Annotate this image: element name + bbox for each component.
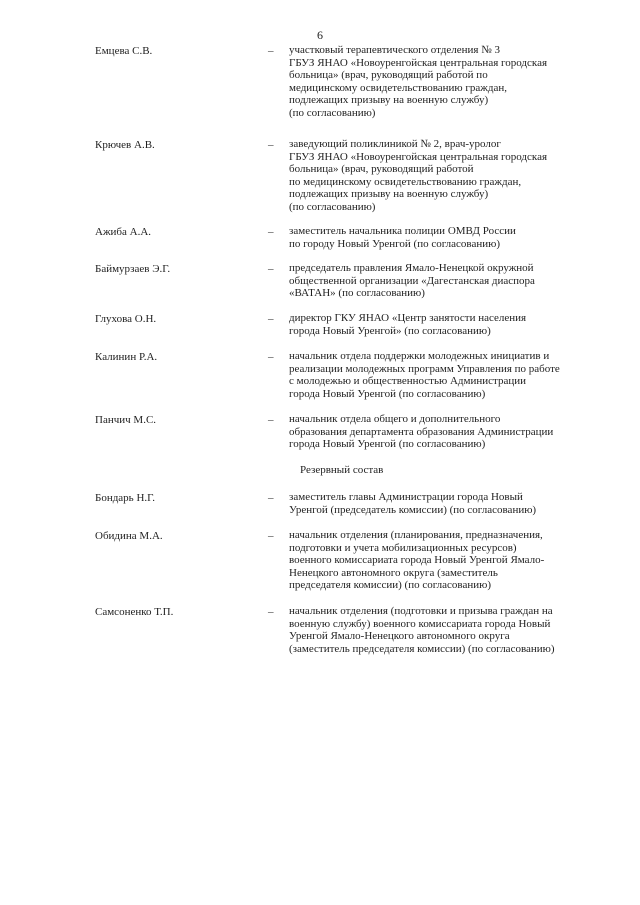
position-line: ГБУЗ ЯНАО «Новоуренгойская центральная городская bbox=[289, 56, 548, 69]
position-line: реализации молодежных программ Управления по работе bbox=[289, 362, 560, 375]
dash-separator: – bbox=[268, 139, 274, 151]
dash-separator: – bbox=[268, 313, 274, 325]
dash-separator: – bbox=[268, 606, 274, 618]
member-position bbox=[289, 350, 609, 400]
position-line: (по согласованию) bbox=[289, 106, 376, 119]
dash-separator: – bbox=[268, 226, 274, 238]
member-position bbox=[289, 44, 609, 119]
position-line: начальник отдела поддержки молодежных инициатив и bbox=[289, 350, 550, 362]
position-line: начальник отдела общего и дополнительного bbox=[289, 413, 501, 425]
member-position bbox=[289, 312, 609, 337]
position-line: города Новый Уренгой» (по согласованию) bbox=[289, 324, 491, 337]
dash-separator: – bbox=[268, 530, 274, 542]
position-line: (заместитель председателя комиссии) (по согласованию) bbox=[289, 642, 555, 655]
member-position bbox=[289, 491, 609, 516]
member-position bbox=[289, 605, 609, 655]
position-line: больница» (врач, руководящий работой bbox=[289, 163, 474, 175]
position-line: заместитель начальника полиции ОМВД России bbox=[289, 225, 516, 237]
position-line: больница» (врач, руководящий работой по bbox=[289, 69, 488, 81]
dash-separator: – bbox=[268, 263, 274, 275]
position-line: военного комиссариата города Новый Уренгой Ямало- bbox=[289, 554, 545, 566]
position-line: директор ГКУ ЯНАО «Центр занятости населения bbox=[289, 312, 527, 324]
dash-separator: – bbox=[268, 492, 274, 504]
position-line: образования департамента образования Администрации bbox=[289, 425, 554, 438]
member-name: Панчич М.С. bbox=[95, 414, 157, 426]
member-position bbox=[289, 262, 609, 300]
position-line: Ненецкого автономного округа (заместитель bbox=[289, 566, 498, 579]
member-name: Баймурзаев Э.Г. bbox=[95, 263, 171, 275]
position-line: заведующий поликлиникой № 2, врач-уролог bbox=[289, 138, 501, 150]
position-line: Уренгой (председатель комиссии) (по согласованию) bbox=[289, 503, 537, 516]
dash-separator: – bbox=[268, 45, 274, 57]
member-position bbox=[289, 413, 609, 451]
position-line: ГБУЗ ЯНАО «Новоуренгойская центральная городская bbox=[289, 150, 548, 163]
dash-separator: – bbox=[268, 414, 274, 426]
position-line: подлежащих призыву на военную службу) bbox=[289, 188, 489, 200]
position-line: подлежащих призыву на военную службу) bbox=[289, 94, 489, 106]
member-name: Обидина М.А. bbox=[95, 530, 163, 542]
member-name: Калинин Р.А. bbox=[95, 351, 158, 363]
position-line: «ВАТАН» (по согласованию) bbox=[289, 287, 425, 299]
member-position bbox=[289, 138, 609, 213]
position-line: Уренгой Ямало-Ненецкого автономного округа bbox=[289, 630, 510, 642]
position-line: города Новый Уренгой (по согласованию) bbox=[289, 438, 486, 450]
member-name: Ажиба А.А. bbox=[95, 226, 152, 238]
position-line: председателя комиссии) (по согласованию) bbox=[289, 579, 492, 591]
page-number: 6 bbox=[317, 28, 323, 42]
member-name: Бондарь Н.Г. bbox=[95, 492, 156, 504]
position-line: военную службу) военного комиссариата города Новый bbox=[289, 617, 551, 630]
position-line: по городу Новый Уренгой (по согласованию) bbox=[289, 237, 501, 250]
position-line: председатель правления Ямало-Ненецкой окружной bbox=[289, 262, 534, 274]
position-line: участковый терапевтического отделения № 3 bbox=[289, 44, 500, 56]
member-name: Емцева С.В. bbox=[95, 45, 153, 57]
position-line: медицинскому освидетельствованию граждан, bbox=[289, 81, 508, 94]
reserve-section-title: Резервный состав bbox=[300, 464, 384, 476]
member-name: Самсоненко Т.П. bbox=[95, 606, 174, 618]
position-line: общественной организации «Дагестанская диаспора bbox=[289, 274, 535, 287]
position-line: по медицинскому освидетельствованию граждан, bbox=[289, 175, 522, 188]
member-name: Глухова О.Н. bbox=[95, 313, 157, 325]
position-line: с молодежью и общественностью Администрации bbox=[289, 375, 526, 387]
member-position bbox=[289, 529, 609, 592]
position-line: (по согласованию) bbox=[289, 200, 376, 213]
position-line: города Новый Уренгой (по согласованию) bbox=[289, 387, 486, 400]
member-name: Крючев А.В. bbox=[95, 139, 155, 151]
dash-separator: – bbox=[268, 351, 274, 363]
position-line: начальник отделения (подготовки и призыва граждан на bbox=[289, 605, 553, 617]
position-line: заместитель главы Администрации города Новый bbox=[289, 491, 523, 503]
position-line: подготовки и учета мобилизационных ресурсов) bbox=[289, 541, 517, 554]
member-position bbox=[289, 225, 609, 250]
position-line: начальник отделения (планирования, предназначения, bbox=[289, 529, 543, 541]
